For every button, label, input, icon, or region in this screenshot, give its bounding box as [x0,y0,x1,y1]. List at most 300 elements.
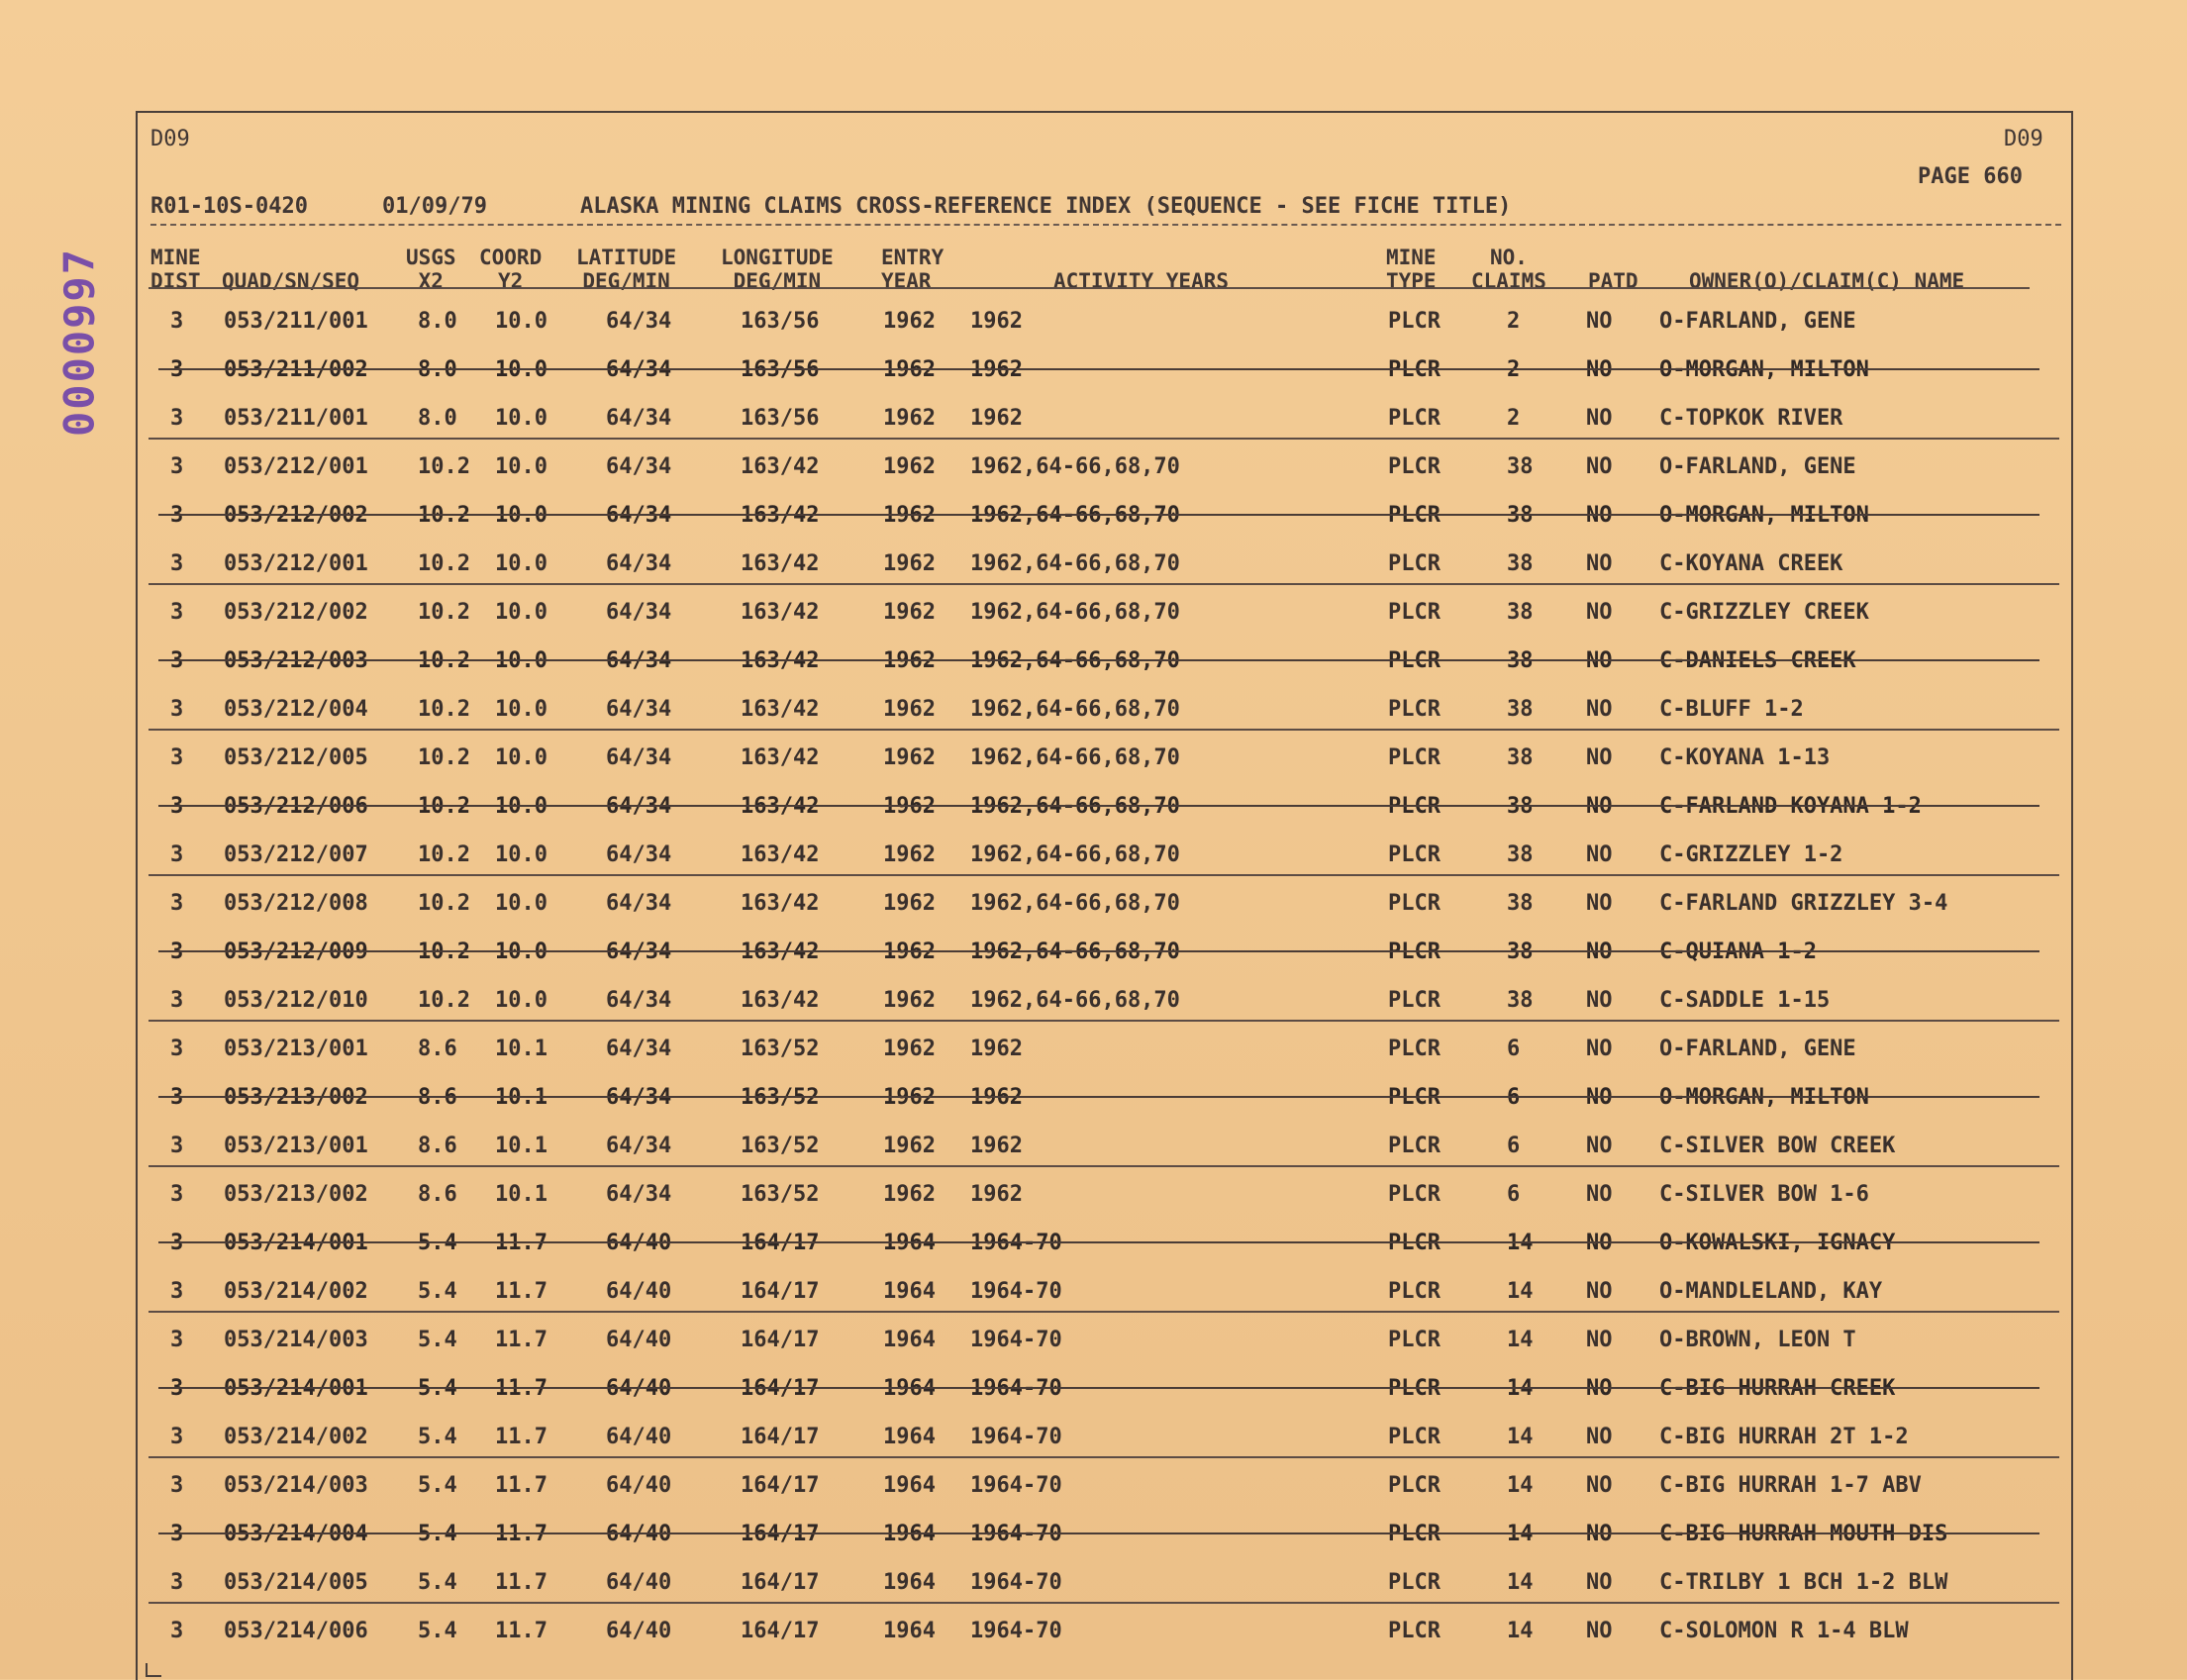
cell-quad-sn-seq: 053/211/001 [224,309,368,334]
cell-owner-claim-name: C-SILVER BOW CREEK [1659,1134,1896,1158]
row-strike-rule [158,1387,2039,1389]
cell-latitude: 64/34 [606,357,672,382]
cell-entry-year: 1962 [883,939,936,964]
cell-coord-y2: 10.0 [495,794,547,819]
row-strike-rule [158,368,2039,370]
cell-quad-sn-seq: 053/214/006 [224,1619,368,1643]
cell-entry-year: 1962 [883,357,936,382]
cell-entry-year: 1962 [883,891,936,916]
cell-mine-dist: 3 [170,1231,184,1255]
cell-mine-type: PLCR [1388,309,1441,334]
cell-entry-year: 1962 [883,309,936,334]
cell-owner-claim-name: C-GRIZZLEY CREEK [1659,600,1869,625]
cell-longitude: 163/52 [741,1037,820,1061]
cell-usgs-x2: 8.0 [418,357,457,382]
cell-latitude: 64/40 [606,1473,672,1498]
cell-longitude: 163/42 [741,600,820,625]
cell-no-claims: 38 [1507,939,1534,964]
cell-owner-claim-name: O-MORGAN, MILTON [1659,1085,1869,1110]
cell-longitude: 163/42 [741,697,820,722]
table-row [149,598,2059,646]
cell-usgs-x2: 10.2 [418,794,470,819]
cell-longitude: 164/17 [741,1279,820,1304]
cell-quad-sn-seq: 053/213/001 [224,1134,368,1158]
cell-latitude: 64/40 [606,1425,672,1449]
cell-no-claims: 6 [1507,1037,1521,1061]
cell-no-claims: 2 [1507,309,1521,334]
cell-mine-dist: 3 [170,600,184,625]
table-row [149,1180,2059,1229]
col-header-latitude: LATITUDE DEG/MIN [576,246,677,293]
cell-longitude: 163/42 [741,454,820,479]
cell-no-claims: 14 [1507,1279,1534,1304]
cell-activity-years: 1962 [970,309,1023,334]
cell-mine-dist: 3 [170,1279,184,1304]
cell-no-claims: 38 [1507,988,1534,1013]
cell-owner-claim-name: C-DANIELS CREEK [1659,648,1856,673]
cell-usgs-x2: 5.4 [418,1376,457,1401]
cell-usgs-x2: 10.2 [418,503,470,528]
cell-no-claims: 6 [1507,1182,1521,1207]
cell-entry-year: 1962 [883,406,936,431]
cell-longitude: 163/52 [741,1085,820,1110]
cell-owner-claim-name: C-FARLAND KOYANA 1-2 [1659,794,1922,819]
cell-mine-type: PLCR [1388,1328,1441,1352]
cell-entry-year: 1962 [883,648,936,673]
cell-no-claims: 38 [1507,600,1534,625]
cell-mine-dist: 3 [170,1037,184,1061]
cell-mine-type: PLCR [1388,697,1441,722]
cell-no-claims: 14 [1507,1522,1534,1546]
row-strike-rule [158,1532,2039,1534]
cell-entry-year: 1964 [883,1425,936,1449]
row-strike-rule [158,1241,2039,1243]
cell-coord-y2: 10.0 [495,648,547,673]
cell-owner-claim-name: O-FARLAND, GENE [1659,454,1856,479]
cell-patd: NO [1586,600,1613,625]
cell-quad-sn-seq: 053/212/009 [224,939,368,964]
cell-longitude: 164/17 [741,1328,820,1352]
cell-entry-year: 1962 [883,1134,936,1158]
cell-owner-claim-name: C-BIG HURRAH 2T 1-2 [1659,1425,1909,1449]
cell-mine-type: PLCR [1388,357,1441,382]
cell-coord-y2: 11.7 [495,1231,547,1255]
report-header-line [150,194,2061,226]
cell-owner-claim-name: C-SOLOMON R 1-4 BLW [1659,1619,1909,1643]
cell-longitude: 163/42 [741,988,820,1013]
cell-no-claims: 38 [1507,745,1534,770]
cell-owner-claim-name: C-BIG HURRAH 1-7 ABV [1659,1473,1922,1498]
cell-latitude: 64/34 [606,1085,672,1110]
cell-usgs-x2: 10.2 [418,842,470,867]
cell-activity-years: 1962 [970,406,1023,431]
cell-entry-year: 1962 [883,600,936,625]
cell-activity-years: 1962,64-66,68,70 [970,648,1180,673]
cell-coord-y2: 11.7 [495,1619,547,1643]
cell-patd: NO [1586,454,1613,479]
col-header-patd: PATD [1588,269,1639,293]
cell-activity-years: 1964-70 [970,1522,1062,1546]
cell-mine-type: PLCR [1388,842,1441,867]
district-code-right: D09 [2004,127,2043,151]
cell-owner-claim-name: O-MORGAN, MILTON [1659,357,1869,382]
cell-activity-years: 1964-70 [970,1425,1062,1449]
cell-coord-y2: 11.7 [495,1425,547,1449]
cell-quad-sn-seq: 053/213/001 [224,1037,368,1061]
col-header-entry-year: ENTRY YEAR [881,246,944,293]
cell-mine-dist: 3 [170,1182,184,1207]
cell-no-claims: 38 [1507,454,1534,479]
cell-owner-claim-name: C-KOYANA CREEK [1659,551,1843,576]
cell-entry-year: 1964 [883,1522,936,1546]
cell-patd: NO [1586,648,1613,673]
cell-no-claims: 2 [1507,357,1521,382]
col-header-quad: QUAD/SN/SEQ [222,269,360,293]
table-row [149,1471,2059,1520]
table-row [149,1326,2059,1374]
cell-mine-dist: 3 [170,454,184,479]
row-rule [149,1165,2059,1167]
cell-patd: NO [1586,1134,1613,1158]
report-date: 01/09/79 [382,194,487,219]
col-header-coord: COORD Y2 [479,246,543,293]
cell-latitude: 64/34 [606,842,672,867]
cell-quad-sn-seq: 053/213/002 [224,1182,368,1207]
cell-owner-claim-name: C-BLUFF 1-2 [1659,697,1804,722]
cell-usgs-x2: 5.4 [418,1279,457,1304]
cell-entry-year: 1962 [883,551,936,576]
cell-mine-dist: 3 [170,1619,184,1643]
row-rule [149,1020,2059,1022]
cell-usgs-x2: 5.4 [418,1328,457,1352]
cell-no-claims: 38 [1507,842,1534,867]
cell-coord-y2: 10.0 [495,745,547,770]
cell-no-claims: 38 [1507,891,1534,916]
table-row [149,792,2059,840]
cell-quad-sn-seq: 053/214/003 [224,1328,368,1352]
cell-quad-sn-seq: 053/214/002 [224,1425,368,1449]
cell-patd: NO [1586,697,1613,722]
cell-patd: NO [1586,309,1613,334]
cell-patd: NO [1586,1425,1613,1449]
cell-activity-years: 1962,64-66,68,70 [970,988,1180,1013]
row-strike-rule [158,805,2039,807]
table-row [149,1229,2059,1277]
cell-quad-sn-seq: 053/212/008 [224,891,368,916]
cell-mine-dist: 3 [170,648,184,673]
cell-coord-y2: 10.0 [495,454,547,479]
cell-latitude: 64/40 [606,1376,672,1401]
cell-coord-y2: 10.1 [495,1182,547,1207]
table-row [149,501,2059,549]
cell-owner-claim-name: O-KOWALSKI, IGNACY [1659,1231,1896,1255]
table-row [149,549,2059,598]
cell-mine-dist: 3 [170,1522,184,1546]
cell-activity-years: 1962,64-66,68,70 [970,503,1180,528]
frame-number-stamp: 0000997 [54,247,104,437]
cell-mine-type: PLCR [1388,1473,1441,1498]
row-rule [149,874,2059,876]
row-rule [149,1456,2059,1458]
row-rule [149,1311,2059,1313]
cell-coord-y2: 11.7 [495,1376,547,1401]
cell-patd: NO [1586,1182,1613,1207]
cell-usgs-x2: 5.4 [418,1425,457,1449]
cell-quad-sn-seq: 053/214/001 [224,1231,368,1255]
cell-mine-type: PLCR [1388,406,1441,431]
cell-mine-type: PLCR [1388,988,1441,1013]
cell-longitude: 163/42 [741,745,820,770]
table-row [149,1520,2059,1568]
row-strike-rule [158,950,2039,952]
cell-quad-sn-seq: 053/212/001 [224,454,368,479]
row-rule [149,438,2059,440]
cell-entry-year: 1962 [883,1085,936,1110]
cell-coord-y2: 10.0 [495,600,547,625]
cell-coord-y2: 10.0 [495,357,547,382]
cell-coord-y2: 10.0 [495,697,547,722]
cell-owner-claim-name: C-QUIANA 1-2 [1659,939,1817,964]
cell-owner-claim-name: C-GRIZZLEY 1-2 [1659,842,1843,867]
table-row [149,889,2059,938]
cell-patd: NO [1586,1619,1613,1643]
cell-latitude: 64/34 [606,406,672,431]
cell-activity-years: 1962 [970,1037,1023,1061]
cell-usgs-x2: 5.4 [418,1619,457,1643]
cell-patd: NO [1586,1522,1613,1546]
cell-patd: NO [1586,939,1613,964]
cell-quad-sn-seq: 053/212/010 [224,988,368,1013]
cell-coord-y2: 10.1 [495,1085,547,1110]
cell-mine-type: PLCR [1388,648,1441,673]
row-rule [149,1602,2059,1604]
cell-mine-type: PLCR [1388,1182,1441,1207]
cell-patd: NO [1586,406,1613,431]
cell-activity-years: 1962 [970,357,1023,382]
cell-patd: NO [1586,745,1613,770]
cell-quad-sn-seq: 053/213/002 [224,1085,368,1110]
cell-patd: NO [1586,1279,1613,1304]
cell-latitude: 64/40 [606,1619,672,1643]
cell-mine-type: PLCR [1388,503,1441,528]
cell-longitude: 163/42 [741,891,820,916]
cell-usgs-x2: 8.0 [418,406,457,431]
table-row [149,452,2059,501]
cell-patd: NO [1586,988,1613,1013]
cell-longitude: 163/42 [741,842,820,867]
cell-no-claims: 14 [1507,1570,1534,1595]
cell-patd: NO [1586,1473,1613,1498]
col-header-mine-type: MINE TYPE [1386,246,1437,293]
cell-entry-year: 1964 [883,1619,936,1643]
cell-patd: NO [1586,842,1613,867]
cell-activity-years: 1962,64-66,68,70 [970,551,1180,576]
cell-mine-type: PLCR [1388,1425,1441,1449]
cell-coord-y2: 10.0 [495,988,547,1013]
cell-activity-years: 1964-70 [970,1231,1062,1255]
cell-mine-type: PLCR [1388,1279,1441,1304]
cell-mine-type: PLCR [1388,1134,1441,1158]
cell-owner-claim-name: C-SILVER BOW 1-6 [1659,1182,1869,1207]
cell-coord-y2: 11.7 [495,1328,547,1352]
cell-mine-dist: 3 [170,309,184,334]
cell-no-claims: 14 [1507,1328,1534,1352]
col-header-activity-years: ACTIVITY YEARS [1053,269,1230,293]
cell-entry-year: 1964 [883,1231,936,1255]
cell-entry-year: 1964 [883,1570,936,1595]
cell-activity-years: 1964-70 [970,1619,1062,1643]
cell-no-claims: 38 [1507,648,1534,673]
cell-owner-claim-name: O-MORGAN, MILTON [1659,503,1869,528]
row-strike-rule [158,1096,2039,1098]
table-row [149,1083,2059,1132]
cell-mine-type: PLCR [1388,1037,1441,1061]
cell-latitude: 64/40 [606,1570,672,1595]
cell-latitude: 64/34 [606,454,672,479]
cell-owner-claim-name: C-BIG HURRAH CREEK [1659,1376,1896,1401]
cell-usgs-x2: 10.2 [418,600,470,625]
table-row [149,938,2059,986]
cell-activity-years: 1962,64-66,68,70 [970,600,1180,625]
cell-mine-dist: 3 [170,988,184,1013]
cell-coord-y2: 10.0 [495,309,547,334]
cell-entry-year: 1964 [883,1279,936,1304]
cell-longitude: 163/42 [741,503,820,528]
col-header-mine-dist [150,246,201,293]
cell-activity-years: 1962 [970,1182,1023,1207]
cell-usgs-x2: 5.4 [418,1231,457,1255]
table-row [149,1568,2059,1617]
cell-coord-y2: 11.7 [495,1570,547,1595]
cell-quad-sn-seq: 053/214/005 [224,1570,368,1595]
cell-mine-dist: 3 [170,1376,184,1401]
cell-quad-sn-seq: 053/214/002 [224,1279,368,1304]
cell-no-claims: 38 [1507,794,1534,819]
cell-mine-type: PLCR [1388,794,1441,819]
cell-quad-sn-seq: 053/212/002 [224,600,368,625]
cell-entry-year: 1962 [883,794,936,819]
cell-activity-years: 1964-70 [970,1376,1062,1401]
cell-usgs-x2: 10.2 [418,697,470,722]
cell-coord-y2: 11.7 [495,1279,547,1304]
cell-mine-type: PLCR [1388,745,1441,770]
cell-latitude: 64/34 [606,891,672,916]
cell-usgs-x2: 10.2 [418,648,470,673]
cell-quad-sn-seq: 053/212/001 [224,551,368,576]
cell-no-claims: 38 [1507,503,1534,528]
cell-entry-year: 1964 [883,1328,936,1352]
frame-corner-mark [146,1663,161,1677]
cell-longitude: 163/42 [741,648,820,673]
cell-patd: NO [1586,551,1613,576]
cell-quad-sn-seq: 053/212/003 [224,648,368,673]
cell-usgs-x2: 8.6 [418,1134,457,1158]
table-row [149,1374,2059,1423]
cell-entry-year: 1964 [883,1376,936,1401]
cell-longitude: 163/42 [741,551,820,576]
cell-activity-years: 1964-70 [970,1279,1062,1304]
cell-usgs-x2: 8.6 [418,1085,457,1110]
cell-patd: NO [1586,357,1613,382]
cell-owner-claim-name: C-BIG HURRAH MOUTH DIS [1659,1522,1948,1546]
cell-no-claims: 14 [1507,1425,1534,1449]
cell-usgs-x2: 5.4 [418,1522,457,1546]
cell-activity-years: 1962 [970,1134,1023,1158]
cell-usgs-x2: 10.2 [418,745,470,770]
cell-latitude: 64/34 [606,1182,672,1207]
cell-entry-year: 1962 [883,1037,936,1061]
cell-mine-dist: 3 [170,891,184,916]
cell-quad-sn-seq: 053/212/002 [224,503,368,528]
cell-mine-dist: 3 [170,1134,184,1158]
table-row [149,307,2059,355]
cell-entry-year: 1962 [883,454,936,479]
cell-latitude: 64/34 [606,939,672,964]
cell-latitude: 64/34 [606,988,672,1013]
cell-latitude: 64/34 [606,1037,672,1061]
cell-longitude: 163/42 [741,794,820,819]
cell-longitude: 163/42 [741,939,820,964]
cell-longitude: 163/52 [741,1182,820,1207]
cell-owner-claim-name: O-FARLAND, GENE [1659,309,1856,334]
cell-coord-y2: 10.0 [495,842,547,867]
cell-patd: NO [1586,1231,1613,1255]
report-id: R01-10S-0420 [150,194,308,219]
cell-latitude: 64/40 [606,1231,672,1255]
cell-latitude: 64/34 [606,309,672,334]
cell-mine-dist: 3 [170,551,184,576]
cell-quad-sn-seq: 053/214/004 [224,1522,368,1546]
cell-usgs-x2: 5.4 [418,1570,457,1595]
cell-longitude: 164/17 [741,1473,820,1498]
cell-no-claims: 14 [1507,1231,1534,1255]
cell-longitude: 164/17 [741,1522,820,1546]
cell-patd: NO [1586,503,1613,528]
cell-activity-years: 1962,64-66,68,70 [970,891,1180,916]
cell-entry-year: 1962 [883,988,936,1013]
cell-quad-sn-seq: 053/212/005 [224,745,368,770]
cell-latitude: 64/40 [606,1279,672,1304]
cell-mine-dist: 3 [170,939,184,964]
cell-activity-years: 1962,64-66,68,70 [970,794,1180,819]
cell-latitude: 64/34 [606,1134,672,1158]
cell-patd: NO [1586,1037,1613,1061]
cell-mine-type: PLCR [1388,1085,1441,1110]
district-code-left: D09 [150,127,190,151]
cell-coord-y2: 10.1 [495,1037,547,1061]
cell-mine-dist: 3 [170,697,184,722]
cell-no-claims: 38 [1507,697,1534,722]
cell-mine-dist: 3 [170,503,184,528]
cell-owner-claim-name: C-FARLAND GRIZZLEY 3-4 [1659,891,1948,916]
cell-longitude: 163/56 [741,309,820,334]
cell-no-claims: 14 [1507,1619,1534,1643]
cell-coord-y2: 10.0 [495,503,547,528]
cell-coord-y2: 10.0 [495,939,547,964]
cell-activity-years: 1962,64-66,68,70 [970,745,1180,770]
cell-owner-claim-name: O-MANDLELAND, KAY [1659,1279,1883,1304]
cell-entry-year: 1962 [883,842,936,867]
cell-latitude: 64/34 [606,745,672,770]
cell-mine-type: PLCR [1388,1522,1441,1546]
row-strike-rule [158,514,2039,516]
cell-entry-year: 1962 [883,745,936,770]
cell-mine-dist: 3 [170,1425,184,1449]
cell-activity-years: 1962 [970,1085,1023,1110]
row-rule [149,583,2059,585]
cell-longitude: 164/17 [741,1425,820,1449]
cell-activity-years: 1964-70 [970,1570,1062,1595]
